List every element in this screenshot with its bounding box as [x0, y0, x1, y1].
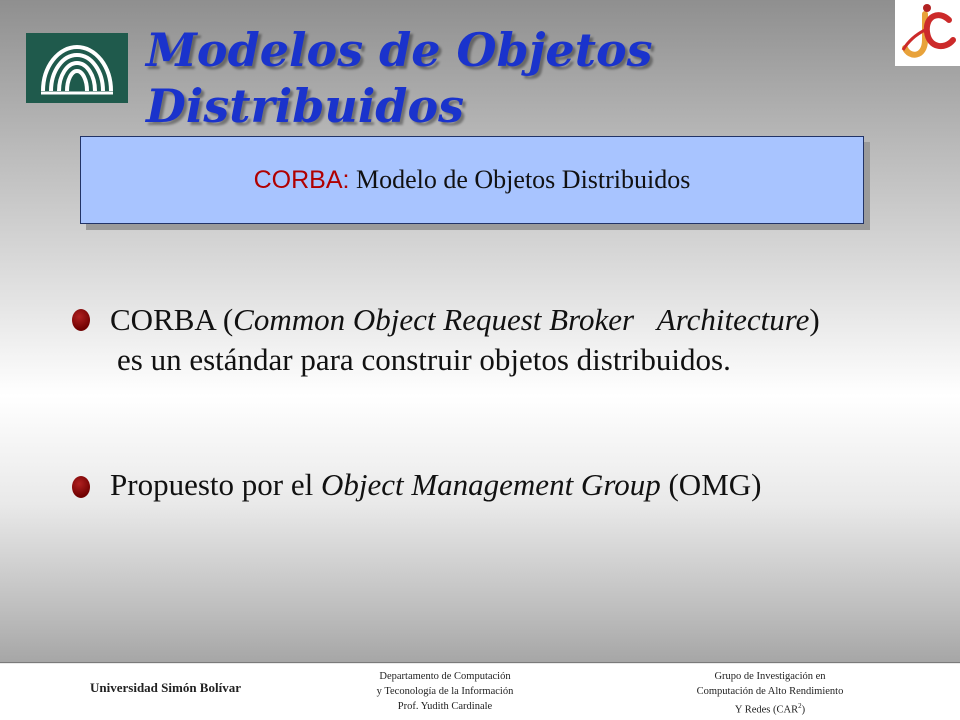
- footer-group-sup: 2: [798, 702, 802, 710]
- bullet-2-italic: Object Management Group: [320, 467, 661, 502]
- corba-heading-box: [80, 136, 864, 224]
- bullet-2: [110, 466, 761, 504]
- bullet-icon: [72, 309, 90, 331]
- bullet-1-post: ): [809, 302, 820, 337]
- bullet-1-line1: [110, 301, 820, 339]
- bullet-1-pre: CORBA (: [110, 302, 234, 337]
- usb-logo-icon: [26, 33, 128, 103]
- footer-divider: [0, 662, 960, 663]
- slide-title-line1: Modelos de Objetos: [146, 23, 653, 77]
- footer-dept-line: Prof. Yudith Cardinale: [397, 701, 493, 712]
- footer-dept-line: Departamento de Computación: [379, 671, 511, 682]
- footer-group-car: Y Redes (CAR: [734, 704, 799, 716]
- footer-group-line: Computación de Alto Rendimiento: [696, 686, 844, 697]
- bullet-2-pre: Propuesto por el: [110, 467, 321, 502]
- footer-dept-line: y Teconología de la Información: [376, 686, 514, 697]
- slide-title: [146, 22, 786, 134]
- bullet-1-line2: es un estándar para construir objetos distribuidos.: [117, 342, 731, 377]
- footer-group-line: Grupo de Investigación en: [714, 671, 826, 682]
- corba-keyword: CORBA:: [253, 165, 350, 194]
- slide-title-line2: Distribuidos: [146, 79, 465, 133]
- footer-department: [360, 669, 530, 714]
- footer-university: Universidad Simón Bolívar: [90, 680, 241, 695]
- corba-box-text: Modelo de Objetos Distribuidos: [349, 165, 691, 194]
- group-logo-icon: [895, 0, 960, 66]
- bullet-2-post: (OMG): [660, 467, 762, 502]
- bullet-1-italic: Common Object Request Broker Architecture: [233, 302, 810, 337]
- footer-group-tail: ): [801, 704, 806, 716]
- footer-group: [682, 669, 858, 718]
- bullet-icon: [72, 476, 90, 498]
- footer-group-line: [682, 699, 858, 718]
